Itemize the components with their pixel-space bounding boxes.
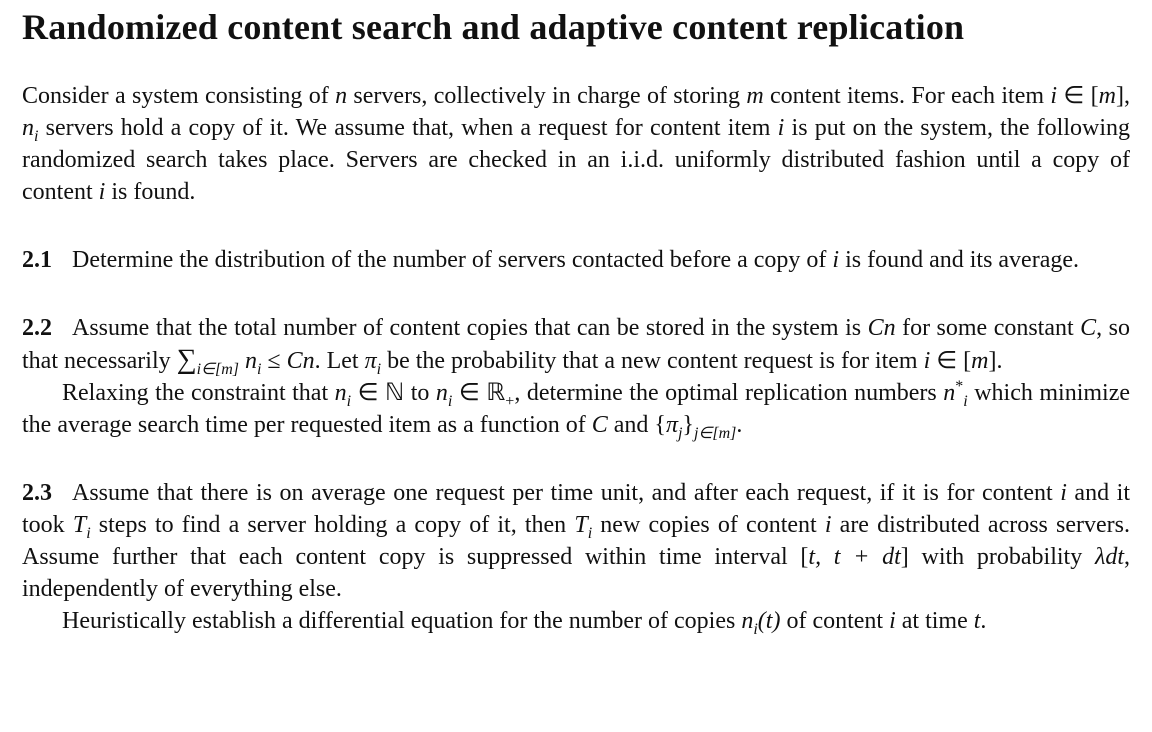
question-number: 2.2 bbox=[22, 315, 52, 341]
intro-text: Consider a system consisting of bbox=[22, 83, 336, 109]
question-text: are distributed across servers. Assume further that each content copy is suppressed within time interval [ bbox=[22, 512, 1131, 570]
math-in-naturals: ∈ ℕ to bbox=[351, 380, 436, 406]
question-text: new copies of content bbox=[592, 512, 825, 538]
question-2-1 bbox=[22, 244, 1130, 276]
math-m: m bbox=[1098, 83, 1116, 109]
math-c: C bbox=[1080, 315, 1097, 341]
math-i: i bbox=[777, 115, 785, 141]
math-i: i bbox=[1050, 83, 1058, 109]
question-number: 2.1 bbox=[22, 247, 52, 273]
question-text: , determine the optimal replication numbers bbox=[514, 380, 944, 406]
math-t: T bbox=[574, 512, 588, 538]
math-c: C bbox=[591, 412, 608, 438]
question-number: 2.3 bbox=[22, 480, 52, 506]
math-time-arg: (t) bbox=[757, 608, 781, 634]
section-title: Randomized content search and adaptive content replication bbox=[22, 7, 965, 47]
math-n: n bbox=[943, 380, 956, 406]
question-text: ] with probability bbox=[900, 544, 1095, 570]
math-m: m bbox=[971, 348, 989, 374]
question-2-2-part-2 bbox=[22, 377, 1130, 441]
question-text: at time bbox=[895, 608, 974, 634]
question-text: steps to find a server holding a copy of it, then bbox=[90, 512, 575, 538]
question-text: and { bbox=[607, 412, 666, 438]
question-2-3-part-2 bbox=[22, 605, 1130, 637]
math-in: ∈ [ bbox=[930, 348, 972, 374]
math-subscript: + bbox=[505, 392, 515, 410]
math-n: n bbox=[435, 380, 448, 406]
math-superscript: * bbox=[955, 378, 964, 395]
math-n: n bbox=[741, 608, 754, 634]
question-text: of content bbox=[780, 608, 890, 634]
question-text: be the probability that a new content request is for item bbox=[381, 348, 924, 374]
question-text: Assume that there is on average one request per time unit, and after each request, if it is for content bbox=[72, 480, 1061, 506]
intro-text: content items. For each item bbox=[763, 83, 1051, 109]
question-text: , so that necessarily bbox=[22, 315, 1130, 374]
intro-text: is found. bbox=[105, 179, 196, 205]
math-subscript: i bbox=[376, 360, 382, 378]
math-i: i bbox=[923, 348, 931, 374]
math-subscript: i bbox=[447, 392, 453, 410]
question-text: for some constant bbox=[895, 315, 1081, 341]
question-text: which minimize the average search time per requested item as a function of bbox=[22, 380, 1131, 438]
question-text: , independently of everything else. bbox=[22, 544, 1131, 602]
math-subscript: i bbox=[963, 392, 968, 410]
question-text: and it took bbox=[22, 480, 1130, 538]
math-subscript: i bbox=[346, 392, 352, 410]
math-i: i bbox=[98, 179, 106, 205]
math-in: ∈ [ bbox=[1057, 83, 1099, 109]
math-i: i bbox=[832, 247, 840, 273]
question-text: Relaxing the constraint that bbox=[62, 380, 335, 406]
math-bracket: ]. bbox=[988, 348, 1003, 374]
question-text: . Let bbox=[314, 348, 365, 374]
question-2-2 bbox=[22, 312, 1130, 377]
math-m: m bbox=[746, 83, 764, 109]
math-subscript: i bbox=[34, 127, 39, 145]
math-cn: Cn bbox=[867, 315, 896, 341]
math-n: n bbox=[334, 380, 347, 406]
math-leq: ≤ bbox=[261, 348, 287, 374]
math-bracket: ], bbox=[1116, 83, 1130, 109]
math-n: n bbox=[244, 348, 257, 374]
math-pi: π bbox=[364, 348, 377, 374]
question-2-3 bbox=[22, 477, 1130, 605]
math-t: t bbox=[973, 608, 981, 634]
question-text: . bbox=[980, 608, 987, 634]
math-cn: Cn bbox=[286, 348, 315, 374]
math-n: n bbox=[22, 115, 34, 141]
intro-text: servers, collectively in charge of storing bbox=[347, 83, 747, 109]
question-text: is found and its average. bbox=[839, 247, 1080, 273]
math-lambda: λdt bbox=[1094, 544, 1125, 570]
math-in-reals: ∈ ℝ bbox=[452, 380, 506, 406]
question-text: Determine the distribution of the number of servers contacted before a copy of bbox=[72, 247, 833, 273]
question-text: . bbox=[736, 412, 743, 438]
intro-text: servers hold a copy of it. We assume that, when a request for content item bbox=[38, 115, 778, 141]
math-t: T bbox=[72, 512, 87, 538]
math-i: i bbox=[824, 512, 832, 538]
intro-paragraph bbox=[22, 80, 1130, 208]
math-sum: ∑ bbox=[176, 344, 197, 375]
math-subscript: i bbox=[753, 620, 758, 638]
intro-text: is put on the system, the following randomized search takes place. Servers are checked in an i.i.d. uniformly distributed fashion until a copy of content bbox=[22, 115, 1131, 205]
math-subscript: j bbox=[677, 424, 683, 442]
math-i: i bbox=[1060, 480, 1067, 506]
question-text: Heuristically establish a differential equation for the number of copies bbox=[62, 608, 742, 634]
math-subscript: i bbox=[86, 524, 91, 542]
math-subscript: j∈[m] bbox=[693, 424, 737, 442]
math-subscript: i bbox=[587, 524, 593, 542]
question-text: Assume that the total number of content copies that can be stored in the system is bbox=[72, 315, 868, 341]
math-subscript: i∈[m] bbox=[196, 360, 239, 378]
math-pi: π bbox=[665, 412, 678, 438]
math-brace: } bbox=[682, 412, 694, 438]
math-subscript: i bbox=[256, 360, 262, 378]
math-i: i bbox=[889, 608, 896, 634]
math-n: n bbox=[335, 83, 348, 109]
math-interval: t, t + dt bbox=[808, 544, 901, 570]
